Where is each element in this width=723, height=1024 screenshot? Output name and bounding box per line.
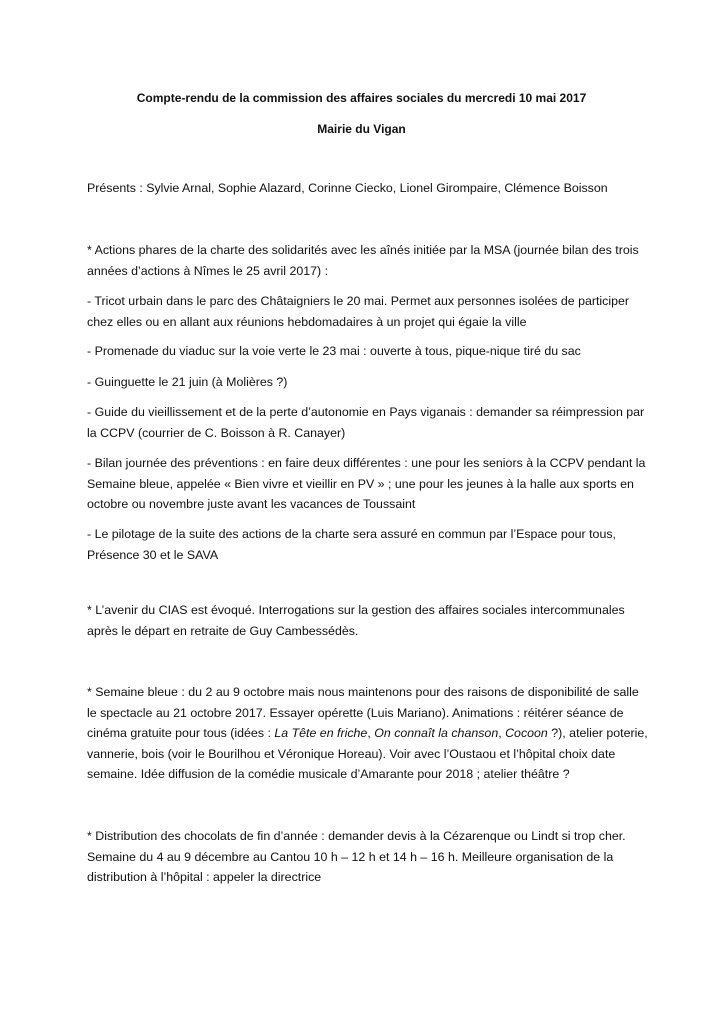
list-item-bilan [87,453,647,515]
paragraph-line: * L’avenir du CIAS est évoqué. Interrogations sur la gestion des affaires sociales intercommunales [87,603,625,617]
paragraph-line-films [87,723,647,744]
paragraph-line: semaine. Idée diffusion de la comédie musicale d’Amarante pour 2018 ; atelier théâtre ? [87,767,570,781]
paragraph-line: * Semaine bleue : du 2 au 9 octobre mais nous maintenons pour des raisons de disponibilité de salle [87,685,639,699]
paragraph-line: octobre ou novembre juste avant les vacances de Toussaint [87,497,416,511]
paragraph-line: * Distribution des chocolats de fin d’année : demander devis à la Cézarenque ou Lindt si trop cher. [87,829,626,843]
paragraph-line: - Guinguette le 21 juin (à Molières ?) [87,375,288,389]
section-cias [87,600,647,641]
list-item-tricot [87,291,647,332]
section-charte-heading [87,240,647,281]
film-title: On connaît la chanson [374,726,499,740]
film-title: La Tête en friche [274,726,368,740]
paragraph-line: * Actions phares de la charte des solidarités avec les aînés initiée par la MSA (journée bilan des trois [87,243,639,257]
section-semaine-bleue [87,682,647,785]
paragraph-line: années d’actions à Nîmes le 25 avril 2017) : [87,263,329,278]
paragraph-line: la CCPV (courrier de C. Boisson à R. Canayer) [87,425,346,440]
list-item-guinguette [87,372,647,393]
paragraph-line: Semaine bleue, appelée « Bien vivre et vieillir en PV » ; une pour les jeunes à la halle aux sports en [87,476,634,491]
text-run: ?), atelier poterie, [547,726,648,740]
film-title: Cocoon [505,726,548,740]
list-item-pilotage [87,524,647,565]
paragraph-line: après le départ en retraite de Guy Cambessédès. [87,623,359,638]
list-item-promenade [87,341,647,362]
paragraph-line: - Le pilotage de la suite des actions de la charte sera assuré en commun par l’Espace pour tous, [87,527,616,541]
text-run: , [498,726,506,740]
paragraph-line: - Promenade du viaduc sur la voie verte le 23 mai : ouverte à tous, pique-nique tiré du sac [87,344,581,358]
paragraph-line: Présence 30 et le SAVA [87,547,219,562]
paragraph-line: - Tricot urbain dans le parc des Châtaigniers le 20 mai. Permet aux personnes isolées de participer [87,294,630,308]
text-run: , [367,726,375,740]
document-title: Compte-rendu de la commission des affaires sociales du mercredi 10 mai 2017 [136,91,587,105]
paragraph-line: - Bilan journée des préventions : en faire deux différentes : une pour les seniors à la CCPV pendant la [87,456,646,470]
text-run: cinéma gratuite pour tous (idées : [87,726,275,740]
document-subtitle: Mairie du Vigan [317,122,406,136]
paragraph-line: chez elles ou en allant aux réunions hebdomadaires à un projet qui égaie la ville [87,314,527,329]
section-chocolats [87,826,647,888]
paragraph-line: distribution à l’hôpital : appeler la directrice [87,870,322,884]
attendees-line: Présents : Sylvie Arnal, Sophie Alazard, Corinne Ciecko, Lionel Girompaire, Clémence Boisson [87,181,608,195]
paragraph-line: Semaine du 4 au 9 décembre au Cantou 10 h – 12 h et 14 h – 16 h. Meilleure organisation de la [87,849,614,864]
paragraph-line: le spectacle au 21 octobre 2017. Essayer opérette (Luis Mariano). Animations : réitérer séance de [87,705,624,720]
paragraph-line: vannerie, bois (voir le Bourilhou et Véronique Horeau). Voir avec l’Oustaou et l’hôpital choix date [87,746,616,761]
list-item-guide [87,402,647,443]
attendees-paragraph [87,178,647,199]
paragraph-line: - Guide du vieillissement et de la perte d’autonomie en Pays viganais : demander sa réimpression par [87,405,645,419]
